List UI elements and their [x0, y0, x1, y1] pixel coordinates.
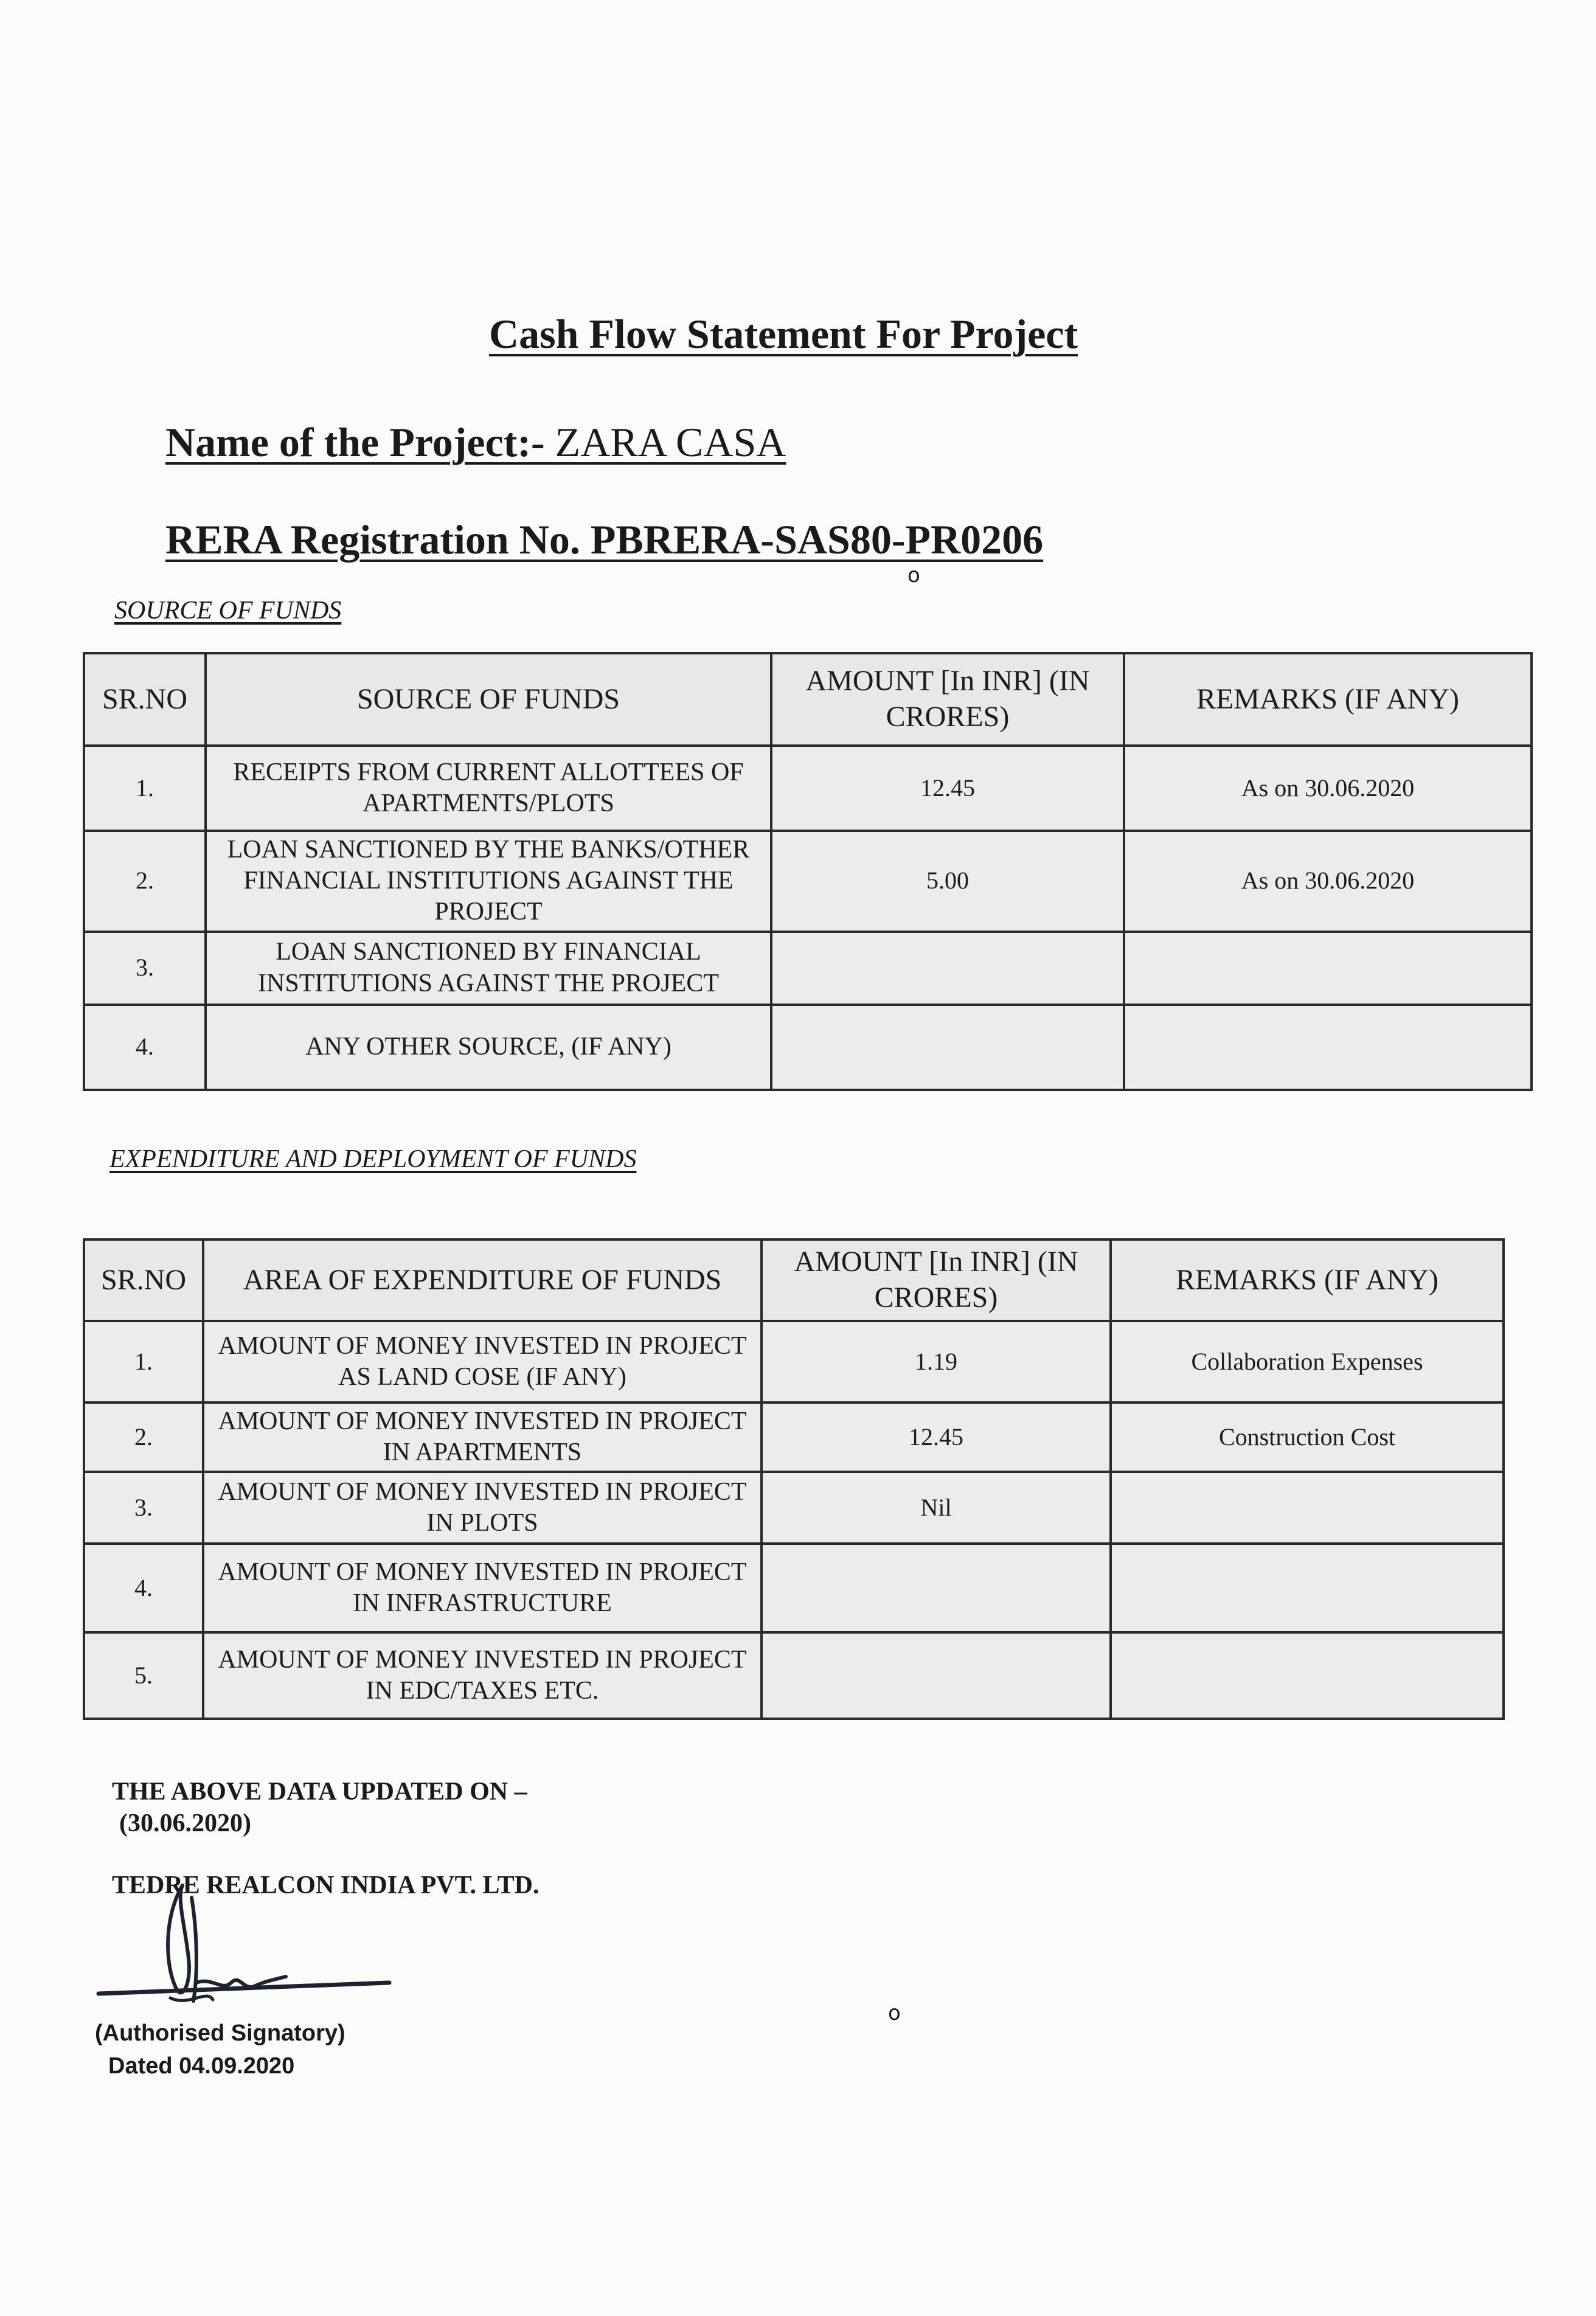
header-cell: SR.NO	[84, 653, 206, 746]
sr-no-cell: 3.	[84, 932, 206, 1005]
header-cell: AMOUNT [In INR] (IN CRORES)	[762, 1239, 1111, 1321]
expenditure-label: EXPENDITURE AND DEPLOYMENT OF FUNDS	[109, 1145, 637, 1173]
table-header-row	[84, 1239, 1504, 1321]
remarks-cell	[1111, 1632, 1504, 1719]
amount-cell: 12.45	[762, 1402, 1111, 1472]
description-cell: LOAN SANCTIONED BY THE BANKS/OTHER FINANCIAL INSTITUTIONS AGAINST THE PROJECT	[206, 831, 771, 932]
header-cell: AREA OF EXPENDITURE OF FUNDS	[203, 1239, 762, 1321]
source-of-funds-table	[83, 652, 1533, 1091]
amount-cell: 5.00	[771, 831, 1124, 932]
description-cell: AMOUNT OF MONEY INVESTED IN PROJECT IN INFRASTRUCTURE	[203, 1544, 762, 1632]
updated-on-date: (30.06.2020)	[119, 1809, 251, 1837]
remarks-cell	[1111, 1472, 1504, 1544]
remarks-cell: As on 30.06.2020	[1124, 746, 1532, 831]
description-cell: AMOUNT OF MONEY INVESTED IN PROJECT AS LAND COSE (IF ANY)	[203, 1321, 762, 1402]
table-row	[84, 831, 1532, 932]
table-row	[84, 1632, 1504, 1719]
table-row	[84, 1472, 1504, 1544]
table-row	[84, 1544, 1504, 1632]
signature-date: Dated 04.09.2020	[108, 2053, 295, 2079]
sr-no-cell: 1.	[84, 746, 206, 831]
table-header-row	[84, 653, 1532, 746]
page-title: Cash Flow Statement For Project	[489, 311, 1078, 357]
header-cell: REMARKS (IF ANY)	[1124, 653, 1532, 746]
description-cell: AMOUNT OF MONEY INVESTED IN PROJECT IN APARTMENTS	[203, 1402, 762, 1472]
description-cell: ANY OTHER SOURCE, (IF ANY)	[206, 1005, 771, 1090]
amount-cell	[771, 932, 1124, 1005]
table-row	[84, 746, 1532, 831]
amount-cell: 12.45	[771, 746, 1124, 831]
amount-cell: Nil	[762, 1472, 1111, 1544]
description-cell: AMOUNT OF MONEY INVESTED IN PROJECT IN PLOTS	[203, 1472, 762, 1544]
description-cell: LOAN SANCTIONED BY FINANCIAL INSTITUTIONS AGAINST THE PROJECT	[206, 932, 771, 1005]
authorised-signatory: (Authorised Signatory)	[95, 2020, 345, 2046]
sr-no-cell: 3.	[84, 1472, 203, 1544]
sr-no-cell: 2.	[84, 831, 206, 932]
amount-cell	[762, 1632, 1111, 1719]
amount-cell	[771, 1005, 1124, 1090]
project-name: ZARA CASA	[555, 419, 786, 465]
updated-on-label: THE ABOVE DATA UPDATED ON –	[112, 1778, 527, 1806]
sr-no-cell: 1.	[84, 1321, 203, 1402]
sr-no-cell: 5.	[84, 1632, 203, 1719]
header-cell: SR.NO	[84, 1239, 203, 1321]
project-name-line	[165, 418, 786, 466]
expenditure-table	[83, 1238, 1505, 1720]
header-cell: REMARKS (IF ANY)	[1111, 1239, 1504, 1321]
table-row	[84, 932, 1532, 1005]
stray-mark: o	[888, 2001, 901, 2025]
sr-no-cell: 4.	[84, 1544, 203, 1632]
table-row	[84, 1005, 1532, 1090]
remarks-cell	[1124, 1005, 1532, 1090]
table-row	[84, 1402, 1504, 1472]
sr-no-cell: 4.	[84, 1005, 206, 1090]
description-cell: AMOUNT OF MONEY INVESTED IN PROJECT IN EDC/TAXES ETC.	[203, 1632, 762, 1719]
signature-icon	[91, 1861, 408, 2019]
table-row	[84, 1321, 1504, 1402]
remarks-cell: Collaboration Expenses	[1111, 1321, 1504, 1402]
remarks-cell	[1111, 1544, 1504, 1632]
remarks-cell: Construction Cost	[1111, 1402, 1504, 1472]
description-cell: RECEIPTS FROM CURRENT ALLOTTEES OF APARTMENTS/PLOTS	[206, 746, 771, 831]
header-cell: AMOUNT [In INR] (IN CRORES)	[771, 653, 1124, 746]
remarks-cell: As on 30.06.2020	[1124, 831, 1532, 932]
sr-no-cell: 2.	[84, 1402, 203, 1472]
amount-cell: 1.19	[762, 1321, 1111, 1402]
amount-cell	[762, 1544, 1111, 1632]
company-name: TEDRE REALCON INDIA PVT. LTD.	[112, 1871, 540, 1899]
project-label: Name of the Project:-	[165, 419, 555, 465]
rera-registration: RERA Registration No. PBRERA-SAS80-PR0206	[165, 516, 1044, 563]
remarks-cell	[1124, 932, 1532, 1005]
stray-mark: o	[907, 563, 920, 588]
header-cell: SOURCE OF FUNDS	[206, 653, 771, 746]
source-of-funds-label: SOURCE OF FUNDS	[114, 597, 342, 625]
